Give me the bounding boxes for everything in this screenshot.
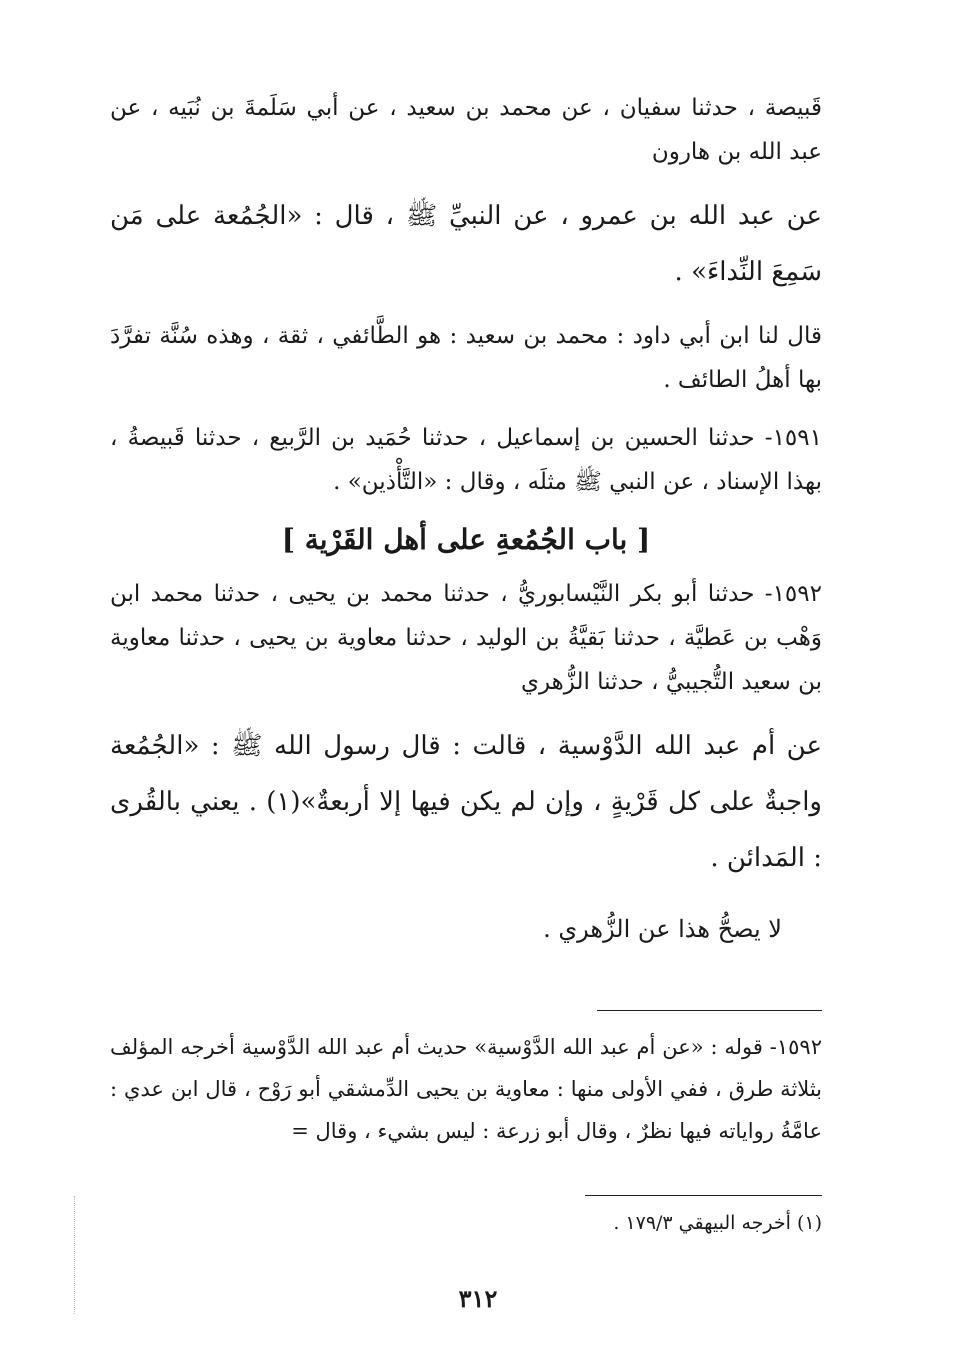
paragraph-hadith-1591: ١٥٩١- حدثنا الحسين بن إسماعيل ، حدثنا حُمَيد بن الرَّبيع ، حدثنا قَبيصةُ ، بهذا الإسناد ، عن النبي ﷺ مثلَه ، وقال : «التَّأْذين» . — [110, 425, 822, 495]
commentary-text: ١٥٩٢- قوله : «عن أم عبد الله الدَّوْسية» حديث أم عبد الله الدَّوْسية أخرجه المؤلف بثلاثة طرق ، ففي الأولى منها : معاوية بن يحيى الدِّمشقي أبو رَوْح ، قال ابن عدي : عامَّةُ رواياته فيها نظرٌ ، وقال أبو زرعة : ليس بشيء ، وقال = — [110, 1035, 822, 1143]
paragraph-isnad-1592: ١٥٩٢- حدثنا أبو بكر النَّيْسابوريُّ ، حدثنا محمد بن يحيى ، حدثنا محمد ابن وَهْب بن عَطيَّة ، حدثنا بَقيَّةُ بن الوليد ، حدثنا معاوية بن يحيى ، حدثنا معاوية بن سعيد التُّجيبيُّ ، حدثنا الزُّهري — [110, 581, 822, 695]
paragraph-isnad-1: قَبيصة ، حدثنا سفيان ، عن محمد بن سعيد ، عن أبي سَلَمةَ بن نُبَيه ، عن عبد الله بن هارون — [110, 95, 822, 165]
paragraph-comment-1: قال لنا ابن أبي داود : محمد بن سعيد : هو الطَّائفي ، ثقة ، وهذه سُنَّة تفرَّدَ بها أهلُ الطائف . — [110, 323, 822, 393]
paragraph-hadith-1592: عن أم عبد الله الدَّوْسية ، قالت : قال رسول الله ﷺ : «الجُمُعة واجبةٌ على كل قَرْيةٍ ، وإن لم يكن فيها إلا أربعةٌ»(١) . يعني بالقُرى : المَدائن . — [110, 731, 822, 873]
page-number: ٣١٢ — [458, 1284, 498, 1313]
section-heading: [ باب الجُمُعةِ على أهل القَرْية ] — [281, 523, 651, 556]
commentary-divider — [597, 1010, 822, 1011]
footnote-divider — [585, 1195, 822, 1196]
paragraph-hadith-1: عن عبد الله بن عمرو ، عن النبيِّ ﷺ ، قال : «الجُمُعة على مَن سَمِعَ النِّداءَ» . — [110, 201, 822, 287]
footnote-text: (١) أخرجه البيهقي ١٧٩/٣ . — [613, 1212, 822, 1234]
paragraph-ruling: لا يصحُّ هذا عن الزُّهري . — [543, 915, 782, 943]
main-text — [110, 86, 822, 954]
